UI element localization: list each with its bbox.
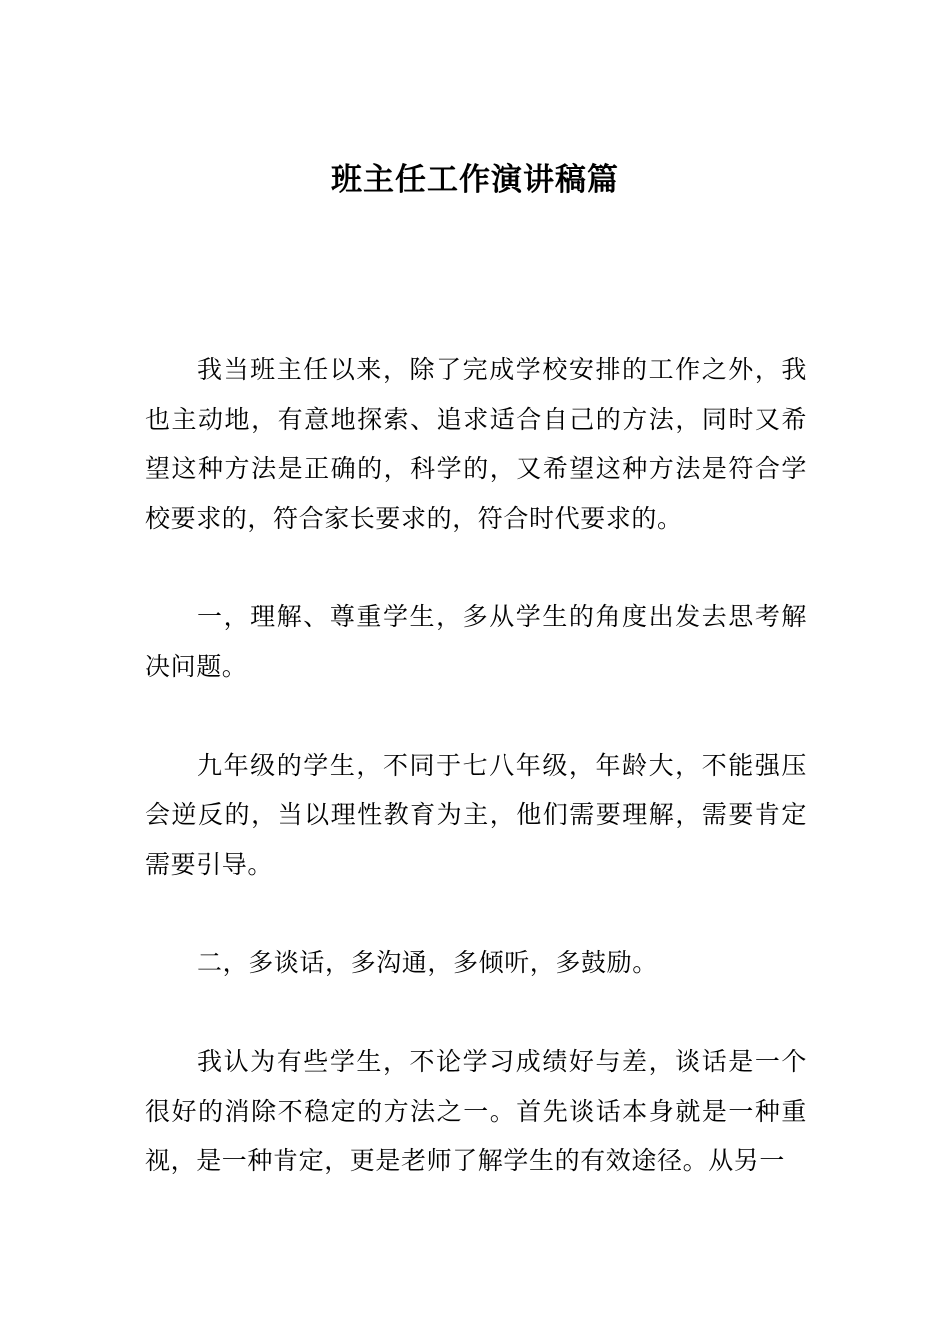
paragraph-grade-nine: 九年级的学生，不同于七八年级，年龄大，不能强压会逆反的，当以理性教育为主，他们需要理解，需要肯定需要引导。 (145, 750, 807, 879)
document-body (145, 345, 807, 1235)
document-title: 班主任工作演讲稿篇 (331, 162, 619, 198)
paragraph-heading-one: 一，理解、尊重学生，多从学生的角度出发去思考解决问题。 (145, 602, 807, 681)
paragraph-intro: 我当班主任以来，除了完成学校安排的工作之外，我也主动地，有意地探索、追求适合自己的方法，同时又希望这种方法是正确的，科学的，又希望这种方法是符合学校要求的，符合家长要求的，符合时代要求的。 (145, 355, 807, 533)
paragraph-talking: 我认为有些学生，不论学习成绩好与差，谈话是一个很好的消除不稳定的方法之一。首先谈话本身就是一种重视，是一种肯定，更是老师了解学生的有效途径。从另一 (145, 1046, 807, 1176)
paragraph-heading-two: 二，多谈话，多沟通，多倾听，多鼓励。 (197, 948, 658, 978)
